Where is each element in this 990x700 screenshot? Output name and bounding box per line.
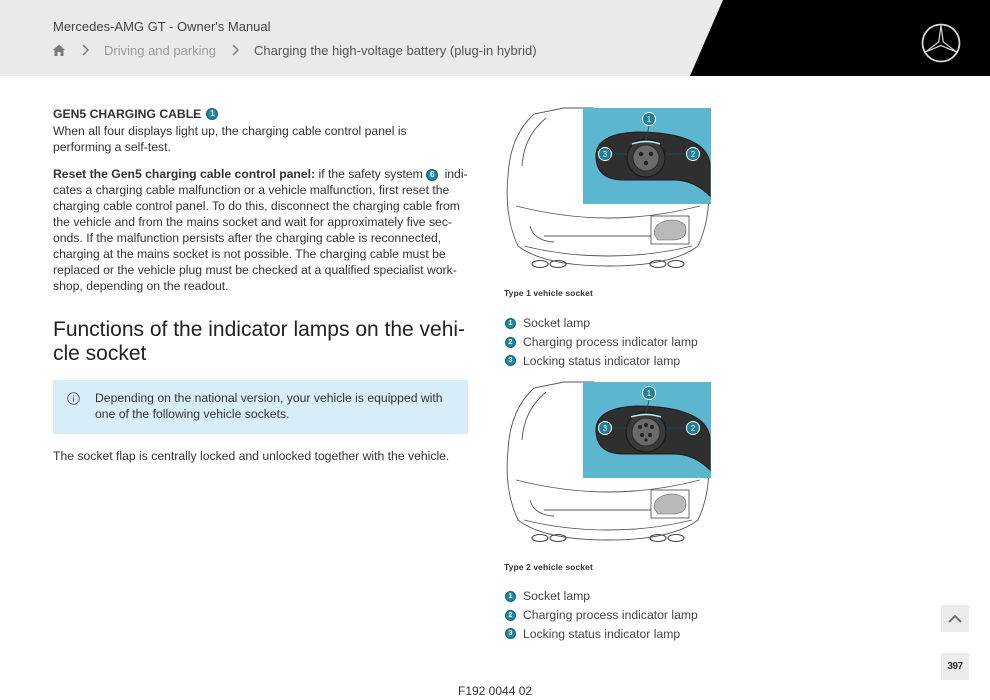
reset-paragraph — [53, 166, 468, 294]
callout-badge: 3 — [505, 628, 516, 639]
home-icon[interactable] — [52, 43, 66, 57]
legend-item — [505, 314, 698, 333]
page-number-button[interactable]: 397 — [941, 653, 969, 680]
legend-label: Socket lamp — [523, 589, 591, 604]
callout-badge: 2 — [505, 610, 516, 621]
callout-2: 2 — [690, 423, 696, 433]
figure-type2-vehicle-socket — [504, 380, 712, 546]
section-heading: Functions of the indicator lamps on the vehi-cle socket — [53, 318, 466, 365]
legend-label: Socket lamp — [523, 316, 591, 331]
figure-legend — [505, 587, 698, 643]
mercedes-star-icon — [920, 22, 962, 64]
info-text: Depending on the national version, your vehicle is equipped with one of the following vehicle sockets. — [95, 391, 443, 421]
callout-badge: 6 — [426, 169, 438, 181]
callout-1: 1 — [646, 388, 652, 398]
legend-label: Charging process indicator lamp — [523, 335, 698, 350]
figure-caption: Type 2 vehicle socket — [504, 562, 593, 572]
gen5-heading — [53, 106, 468, 122]
gen5-paragraph: When all four displays light up, the charging cable control panel is performing a self-test. — [53, 124, 407, 154]
reset-label: Reset the Gen5 charging cable control panel: — [53, 167, 316, 181]
scroll-to-top-button[interactable] — [941, 605, 969, 632]
legend-item — [505, 351, 698, 370]
figure-type1-vehicle-socket — [504, 106, 712, 272]
chevron-up-icon — [941, 605, 969, 632]
main-text-column — [53, 106, 468, 464]
legend-label: Charging process indicator lamp — [523, 608, 698, 623]
legend-item — [505, 606, 698, 625]
chevron-right-icon — [80, 44, 90, 56]
breadcrumb — [52, 41, 537, 59]
figure-code: F192 0044 02 — [458, 684, 533, 698]
breadcrumb-current: Charging the high-voltage battery (plug-in hybrid) — [254, 42, 537, 58]
callout-badge: 3 — [505, 355, 516, 366]
callout-3: 3 — [602, 423, 608, 433]
info-note — [53, 380, 468, 434]
callout-2: 2 — [690, 149, 696, 159]
page-header — [0, 0, 990, 76]
chevron-right-icon — [230, 44, 240, 56]
callout-1: 1 — [646, 114, 652, 124]
legend-item — [505, 333, 698, 352]
figure-caption: Type 1 vehicle socket — [504, 288, 593, 298]
callout-3: 3 — [602, 149, 608, 159]
legend-label: Locking status indicator lamp — [523, 353, 681, 368]
reset-text-before: if the safety system — [315, 167, 427, 181]
legend-label: Locking status indicator lamp — [523, 626, 681, 641]
reset-text-after: indi-cates a charging cable malfunction or a vehicle malfunction, first reset the charging cable control panel. To do this, disconnect the charging cable from the vehicle and from the mains socket and wait for approximately five sec-onds. If the malfunction persists after the charging cable is reconnected, charging at the mains socket is not possible. The charging cable must be replaced or the vehicle plug must be checked at a qualified specialist work-shop, depending on the readout. — [53, 167, 468, 293]
legend-item — [505, 624, 698, 643]
figure-legend — [505, 314, 698, 370]
callout-badge: 1 — [206, 108, 218, 120]
callout-badge: 1 — [505, 318, 516, 329]
legend-item — [505, 587, 698, 606]
callout-badge: 1 — [505, 591, 516, 602]
document-title: Mercedes-AMG GT - Owner's Manual — [53, 19, 271, 34]
callout-badge: 2 — [505, 337, 516, 348]
info-icon — [67, 392, 80, 405]
gen5-heading-text: GEN5 CHARGING CABLE — [53, 107, 202, 121]
socket-flap-paragraph: The socket flap is centrally locked and unlocked together with the vehicle. — [53, 449, 450, 463]
breadcrumb-link-driving-and-parking[interactable]: Driving and parking — [104, 42, 217, 58]
